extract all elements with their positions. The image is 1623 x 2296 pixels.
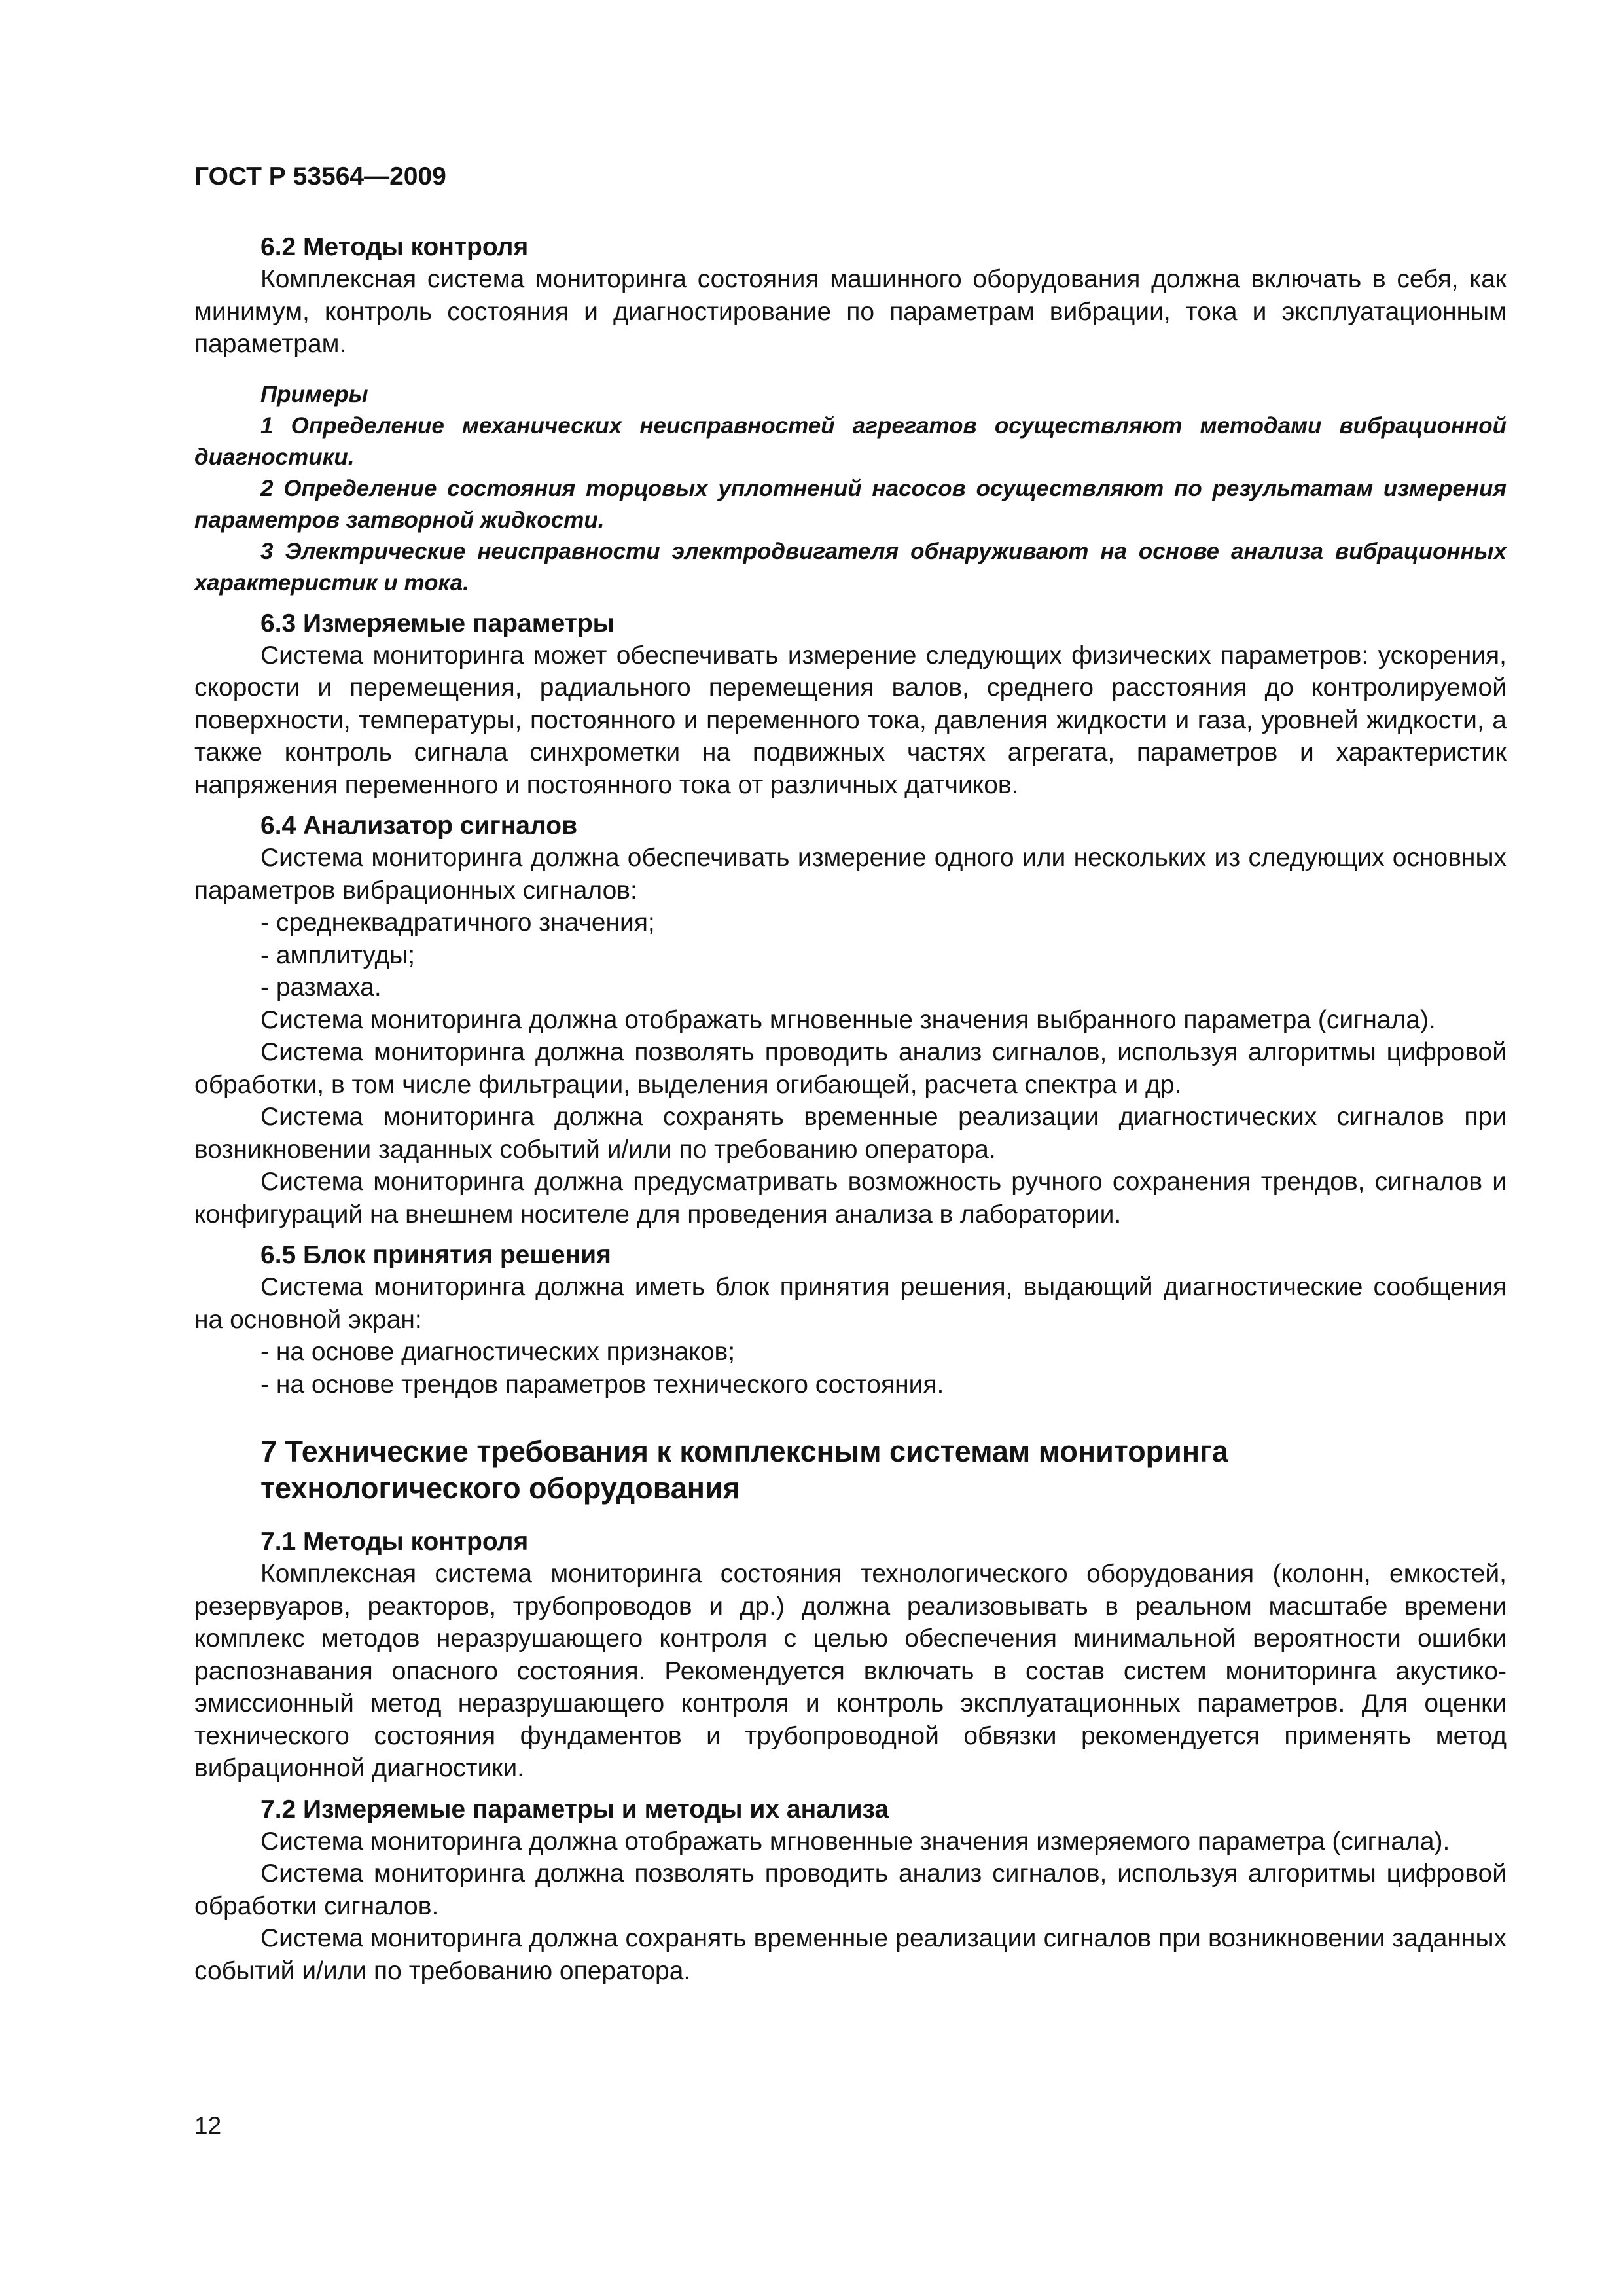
section-7-title — [194, 1433, 1507, 1507]
section-6-4-paragraph-3: Система мониторинга должна позволять проводить анализ сигналов, используя алгоритмы цифровой обработки, в том числе фильтрации, выделения огибающей, расчета спектра и др. — [194, 1038, 1507, 1099]
section-6-2-paragraph: Комплексная система мониторинга состояния машинного оборудования должна включать в себя, как минимум, контроль состояния и диагностирование по параметрам вибрации, тока и эксплуатационным параметрам. — [194, 265, 1507, 358]
list-item: - на основе трендов параметров технического состояния. — [260, 1370, 944, 1399]
section-6-3 — [194, 608, 1507, 802]
section-6-4-paragraph-4: Система мониторинга должна сохранять временные реализации диагностических сигналов при возникновении заданных событий и/или по требованию оператора. — [194, 1103, 1507, 1164]
list-item: - среднеквадратичного значения; — [260, 908, 655, 937]
section-7-2-title: 7.2 Измеряемые параметры и методы их анализа — [260, 1795, 889, 1823]
section-7-1-title: 7.1 Методы контроля — [260, 1528, 529, 1556]
list-item: - амплитуды; — [260, 941, 416, 969]
section-6-2 — [194, 232, 1507, 599]
section-6-4 — [194, 810, 1507, 1230]
decision-messages-list — [194, 1336, 1507, 1401]
example-1: 1 Определение механических неисправностей агрегатов осуществляют методами вибрационной диагностики. — [194, 412, 1507, 470]
section-7-title-line-1: 7 Технические требования к комплексным системам мониторинга — [260, 1435, 1228, 1468]
example-2: 2 Определение состояния торцовых уплотнений насосов осуществляют по результатам измерения параметров затворной жидкости. — [194, 475, 1507, 533]
section-6-3-paragraph: Система мониторинга может обеспечивать измерение следующих физических параметров: ускорения, скорости и перемещения, радиального перемещения валов, среднего расстояния до контролируемой поверхности, температуры, постоянного и переменного тока, давления жидкости и газа, уровней жидкости, а также контроль сигнала синхрометки на подвижных частях агрегата, параметров и характеристик напряжения переменного и постоянного тока от различных датчиков. — [194, 641, 1507, 799]
section-7-2 — [194, 1794, 1507, 1988]
section-6-5 — [194, 1240, 1507, 1401]
section-7-1 — [194, 1526, 1507, 1785]
section-7-1-paragraph: Комплексная система мониторинга состояния технологического оборудования (колонн, емкостей, резервуаров, реакторов, трубопроводов и др.) должна реализовывать в реальном масштабе времени комплекс методов неразрушающего контроля с целью обеспечения минимальной вероятности ошибки распознавания опасного состояния. Рекомендуется включать в состав систем мониторинга акустико-эмиссионный метод неразрушающего контроля и контроль эксплуатационных параметров. Для оценки технического состояния фундаментов и трубопроводной обвязки рекомендуется применять метод вибрационной диагностики. — [194, 1560, 1507, 1782]
section-6-5-title: 6.5 Блок принятия решения — [260, 1241, 611, 1269]
section-6-5-paragraph: Система мониторинга должна иметь блок принятия решения, выдающий диагностические сообщения на основной экран: — [194, 1273, 1507, 1334]
section-6-4-paragraph-2: Система мониторинга должна отображать мгновенные значения выбранного параметра (сигнала). — [260, 1005, 1436, 1034]
section-6-4-paragraph-1: Система мониторинга должна обеспечивать измерение одного или нескольких из следующих основных параметров вибрационных сигналов: — [194, 844, 1507, 905]
section-6-4-title: 6.4 Анализатор сигналов — [260, 812, 578, 840]
section-6-2-title: 6.2 Методы контроля — [260, 233, 529, 261]
section-6-3-title: 6.3 Измеряемые параметры — [260, 609, 615, 637]
signal-parameters-list — [194, 906, 1507, 1004]
list-item: - размаха. — [260, 973, 382, 1001]
document-code-header: ГОСТ Р 53564—2009 — [194, 162, 446, 190]
section-7-title-line-2: технологического оборудования — [260, 1471, 740, 1505]
section-7-2-paragraph-3: Система мониторинга должна сохранять временные реализации сигналов при возникновении заданных событий и/или по требованию оператора. — [194, 1924, 1507, 1985]
page-number: 12 — [194, 2112, 222, 2139]
section-7-2-paragraph-1: Система мониторинга должна отображать мгновенные значения измеряемого параметра (сигнала). — [260, 1827, 1450, 1856]
section-6-4-paragraph-5: Система мониторинга должна предусматривать возможность ручного сохранения трендов, сигналов и конфигураций на внешнем носителе для проведения анализа в лаборатории. — [194, 1168, 1507, 1229]
list-item: - на основе диагностических признаков; — [260, 1338, 736, 1366]
examples-block — [194, 379, 1507, 599]
document-page — [194, 161, 1507, 1987]
section-7-2-paragraph-2: Система мониторинга должна позволять проводить анализ сигналов, используя алгоритмы цифровой обработки сигналов. — [194, 1859, 1507, 1920]
example-3: 3 Электрические неисправности электродвигателя обнаруживают на основе анализа вибрационных характеристик и тока. — [194, 538, 1507, 596]
examples-heading: Примеры — [260, 381, 368, 407]
